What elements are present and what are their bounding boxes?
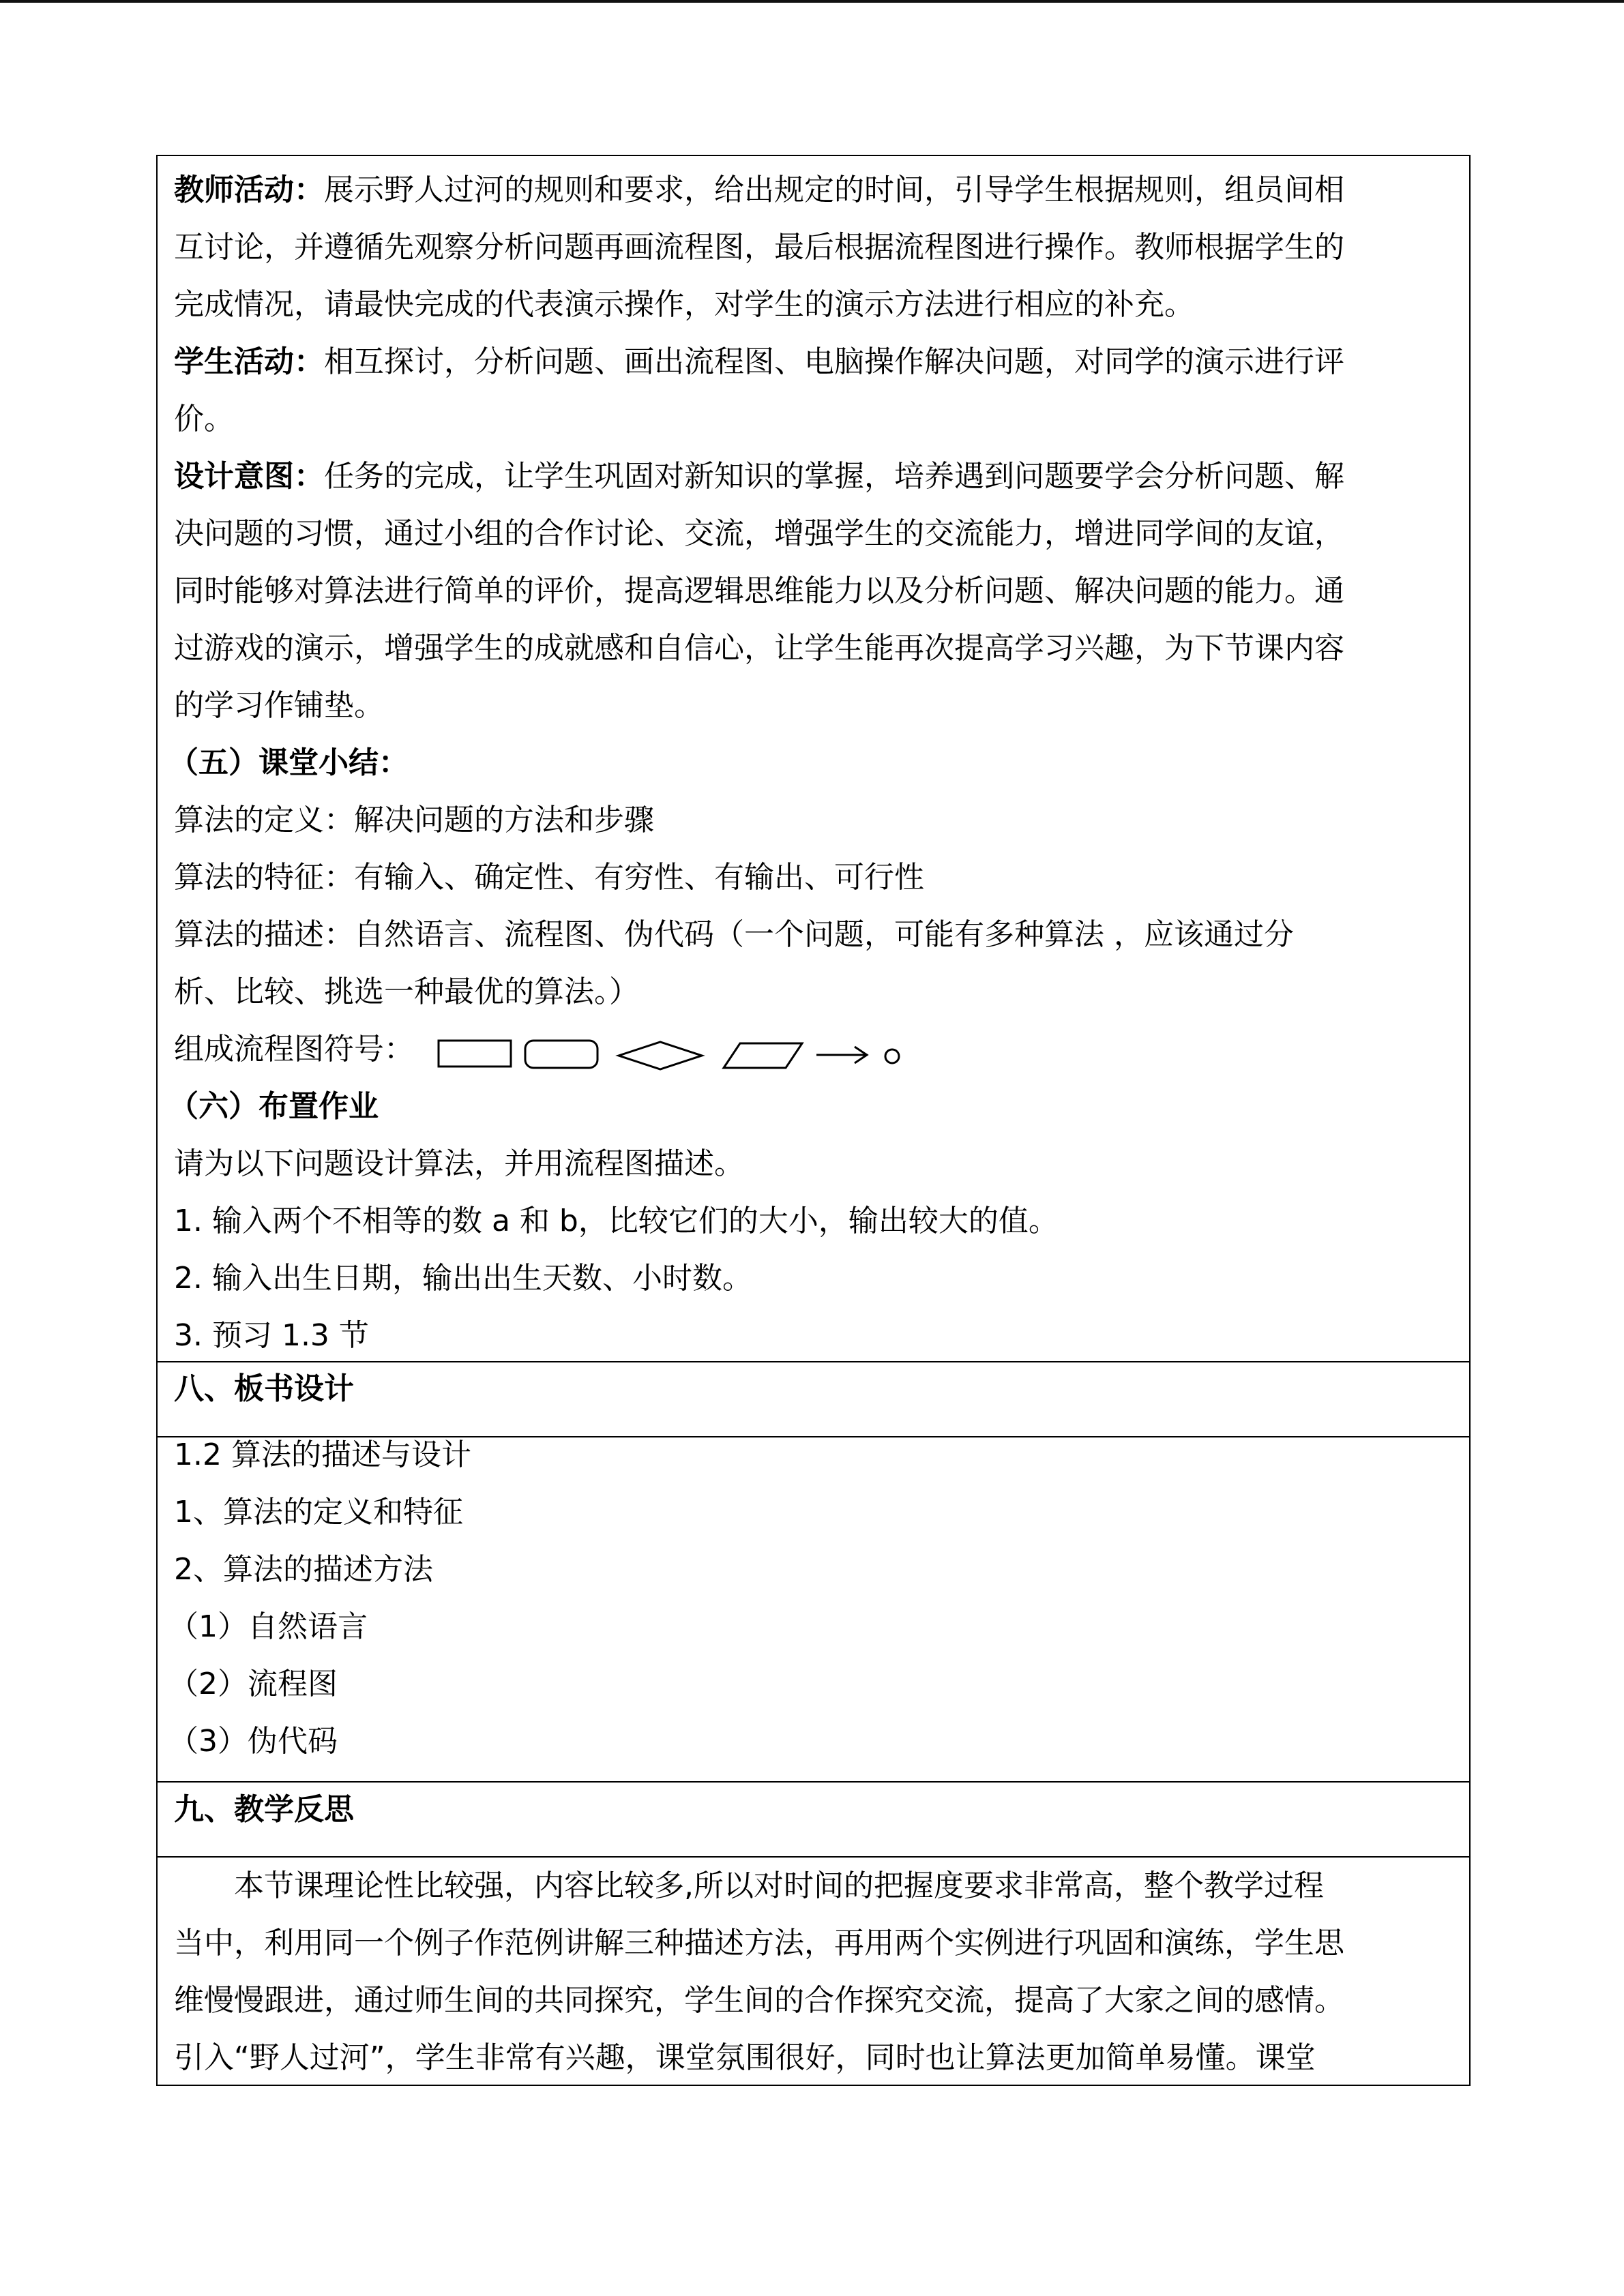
input-output-parallelogram-symbol xyxy=(724,1043,802,1068)
page-top-border xyxy=(0,0,1624,3)
reflection-line-2: 当中，利用同一个例子作范例讲解三种描述方法，再用两个实例进行巩固和演练，学生思 xyxy=(174,1926,1344,1960)
reflection-line-3: 维慢慢跟进，通过师生间的共同探究，学生间的合作探究交流，提高了大家之间的感情。 xyxy=(174,1983,1344,2018)
student-activity-line-2: 价。 xyxy=(174,402,234,436)
board-line-2: 1、算法的定义和特征 xyxy=(174,1495,463,1530)
board-line-6: （3）伪代码 xyxy=(168,1724,338,1759)
summary-heading: （五）课堂小结： xyxy=(168,745,409,780)
homework-item-1: 1. 输入两个不相等的数 a 和 b，比较它们的大小，输出较大的值。 xyxy=(174,1204,1059,1238)
homework-item-3: 3. 预习 1.3 节 xyxy=(174,1318,369,1353)
student-activity-line-1: 学生活动：相互探讨，分析问题、画出流程图、电脑操作解决问题，对同学的演示进行评 xyxy=(174,344,1344,379)
algorithm-definition: 算法的定义：解决问题的方法和步骤 xyxy=(174,803,654,837)
design-intent-line-4: 过游戏的演示，增强学生的成就感和自信心，让学生能再次提高学习兴趣，为下节课内容 xyxy=(174,631,1344,666)
reflection-line-4: 引入“野人过河”，学生非常有兴趣，课堂氛围很好，同时也让算法更加简单易懂。课堂 xyxy=(174,2040,1316,2075)
decision-diamond-symbol xyxy=(619,1042,702,1069)
homework-heading: （六）布置作业 xyxy=(168,1089,379,1124)
algorithm-description-line-1: 算法的描述：自然语言、流程图、伪代码（一个问题，可能有多种算法 ，应该通过分 xyxy=(174,917,1294,952)
terminal-symbol xyxy=(525,1041,597,1068)
homework-intro: 请为以下问题设计算法，并用流程图描述。 xyxy=(174,1146,744,1181)
teacher-activity-line-2: 互讨论，并遵循先观察分析问题再画流程图，最后根据流程图进行操作。教师根据学生的 xyxy=(174,230,1344,265)
reflection-line-1: 本节课理论性比较强，内容比较多,所以对时间的把握度要求非常高，整个教学过程 xyxy=(234,1868,1324,1903)
row-divider xyxy=(158,1781,1469,1783)
process-box-symbol xyxy=(439,1041,511,1067)
algorithm-description-line-2: 析、比较、挑选一种最优的算法。） xyxy=(174,974,639,1009)
design-intent-line-5: 的学习作铺垫。 xyxy=(174,688,384,723)
teacher-activity-label: 教师活动： xyxy=(174,173,324,207)
teacher-activity-line-1: 教师活动：展示野人过河的规则和要求，给出规定的时间，引导学生根据规则，组员间相 xyxy=(174,173,1344,207)
reflection-heading: 九、教学反思 xyxy=(174,1792,354,1827)
student-activity-label: 学生活动： xyxy=(174,344,324,379)
teacher-activity-line-3: 完成情况，请最快完成的代表演示操作，对学生的演示方法进行相应的补充。 xyxy=(174,287,1194,322)
board-design-heading: 八、板书设计 xyxy=(174,1371,354,1406)
design-intent-line-1: 设计意图：任务的完成，让学生巩固对新知识的掌握，培养遇到问题要学会分析问题、解 xyxy=(174,459,1344,494)
connector-circle-symbol xyxy=(885,1049,899,1063)
design-intent-line-3: 同时能够对算法进行简单的评价，提高逻辑思维能力以及分析问题、解决问题的能力。通 xyxy=(174,573,1344,608)
board-line-3: 2、算法的描述方法 xyxy=(174,1552,433,1587)
board-line-1: 1.2 算法的描述与设计 xyxy=(174,1437,471,1472)
design-intent-line-2: 决问题的习惯，通过小组的合作讨论、交流，增强学生的交流能力，增进同学间的友谊， xyxy=(174,516,1344,551)
row-divider xyxy=(158,1361,1469,1362)
homework-item-2: 2. 输入出生日期，输出出生天数、小时数。 xyxy=(174,1261,752,1296)
lesson-plan-table xyxy=(156,155,1471,2086)
algorithm-features: 算法的特征：有输入、确定性、有穷性、有输出、可行性 xyxy=(174,860,924,895)
flowchart-symbols xyxy=(158,1027,1472,1075)
board-line-4: （1）自然语言 xyxy=(168,1609,368,1644)
board-line-5: （2）流程图 xyxy=(168,1667,338,1701)
design-intent-label: 设计意图： xyxy=(174,459,324,494)
flowchart-symbols-label: 组成流程图符号： xyxy=(174,1032,414,1067)
row-divider xyxy=(158,1856,1469,1858)
